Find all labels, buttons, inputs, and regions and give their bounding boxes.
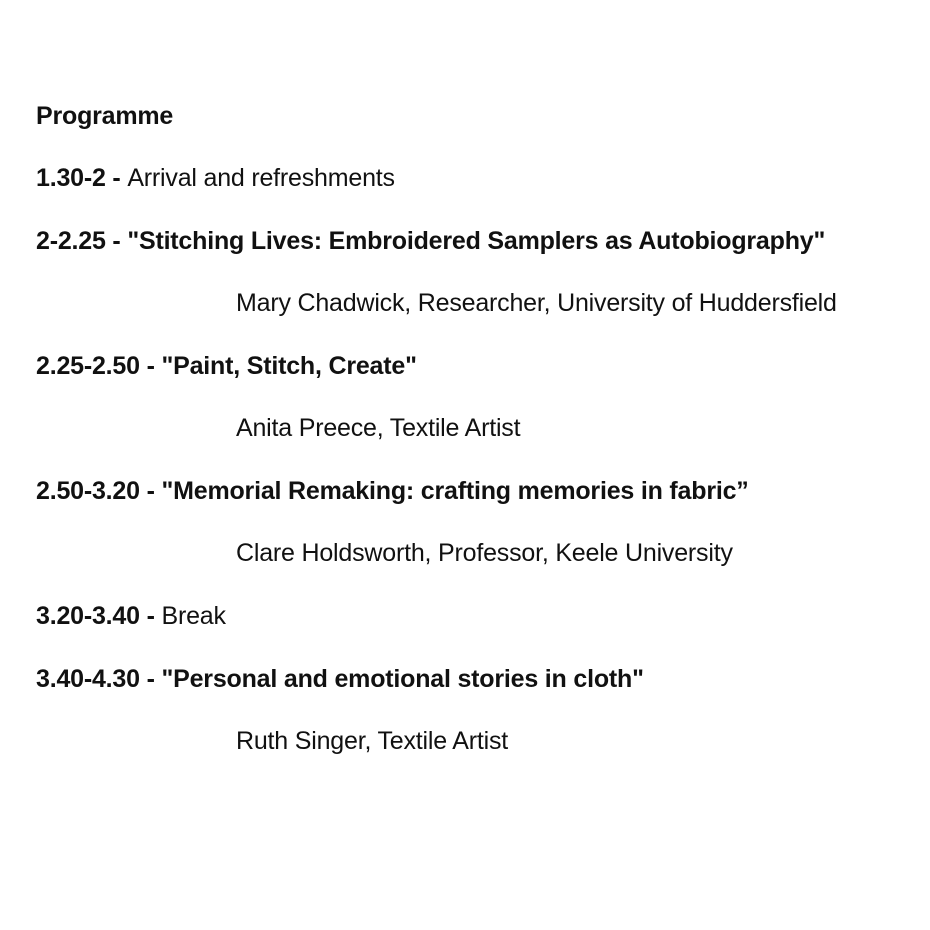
programme-entry xyxy=(36,350,417,382)
programme-entry xyxy=(36,162,395,194)
entry-time: 2.25-2.50 xyxy=(36,352,140,380)
entry-separator: - xyxy=(139,352,162,380)
entry-time: 2-2.25 xyxy=(36,227,106,255)
entry-time: 1.30-2 xyxy=(36,164,106,192)
programme-entry xyxy=(36,475,749,507)
entry-separator: - xyxy=(105,164,128,192)
programme-entry xyxy=(36,600,226,632)
entry-speaker: Anita Preece, Textile Artist xyxy=(236,414,521,442)
entry-speaker: Mary Chadwick, Researcher, University of Huddersfield xyxy=(236,289,837,317)
entry-title: Arrival and refreshments xyxy=(127,164,395,192)
entry-speaker: Clare Holdsworth, Professor, Keele University xyxy=(236,539,733,567)
entry-separator: - xyxy=(139,477,162,505)
entry-title: "Stitching Lives: Embroidered Samplers as Autobiography" xyxy=(127,227,826,255)
programme-entry xyxy=(36,225,825,257)
entry-separator: - xyxy=(139,602,162,630)
entry-title: "Paint, Stitch, Create" xyxy=(161,352,417,380)
programme-entry xyxy=(36,663,644,695)
programme-heading: Programme xyxy=(36,102,174,130)
entry-speaker: Ruth Singer, Textile Artist xyxy=(236,727,509,755)
entry-separator: - xyxy=(105,227,128,255)
entry-time: 3.40-4.30 xyxy=(36,665,140,693)
entry-time: 2.50-3.20 xyxy=(36,477,140,505)
entry-separator: - xyxy=(139,665,162,693)
entry-title: "Memorial Remaking: crafting memories in fabric” xyxy=(161,477,749,505)
entry-time: 3.20-3.40 xyxy=(36,602,140,630)
entry-title: "Personal and emotional stories in cloth" xyxy=(161,665,644,693)
entry-title: Break xyxy=(161,602,226,630)
